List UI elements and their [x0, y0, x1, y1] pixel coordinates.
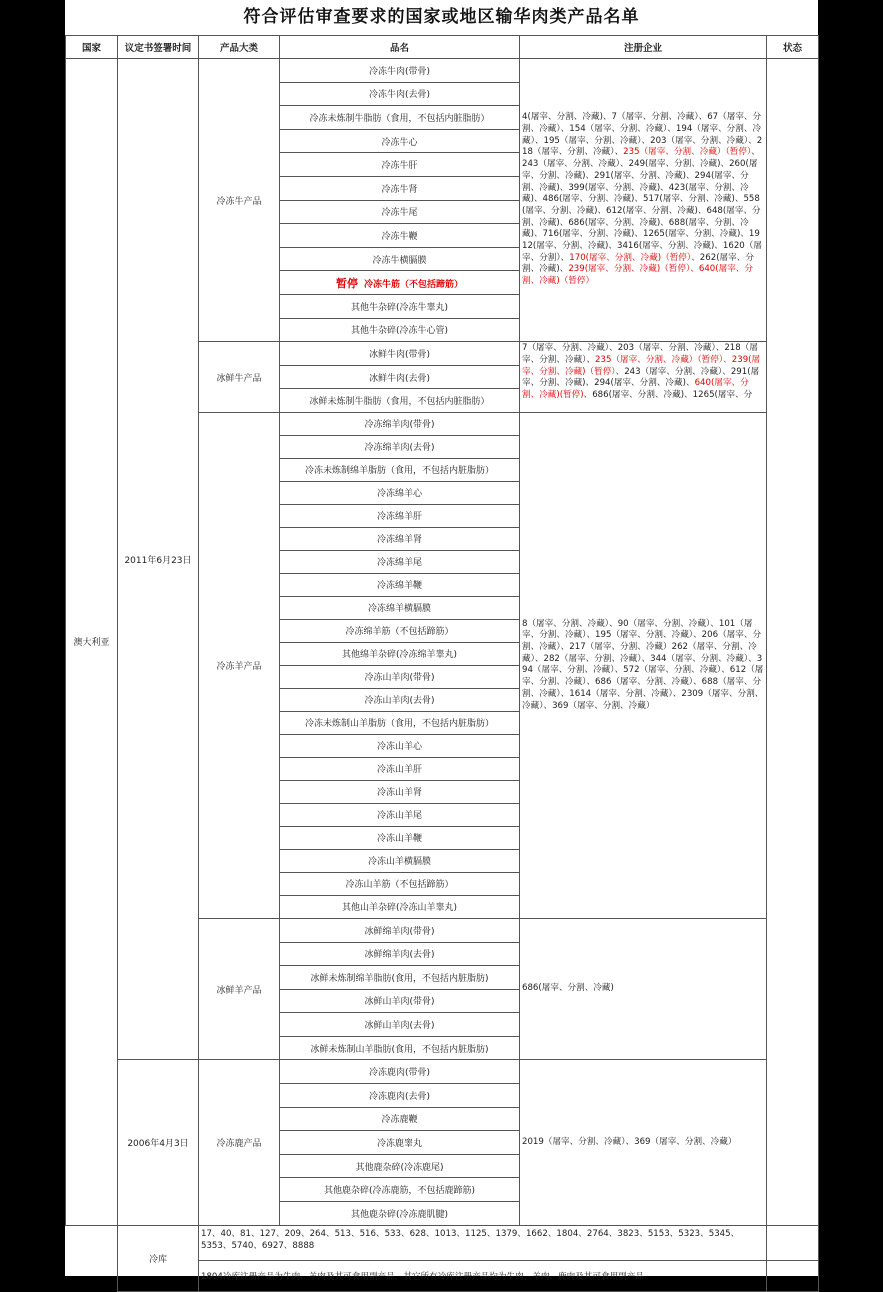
country-cell: 澳大利亚: [66, 59, 118, 1226]
product-name-cell: 其他绵羊杂碎(冷冻绵羊睾丸): [280, 642, 520, 665]
table-row: [66, 59, 819, 83]
product-name-cell: 冷冻绵羊鞭: [280, 573, 520, 596]
product-name-cell: 冷冻未炼制山羊脂肪（食用，不包括内脏脂肪）: [280, 711, 520, 734]
product-name-cell: 其他牛杂碎(冷冻牛心管): [280, 318, 520, 342]
table-body: [66, 59, 819, 1292]
product-name-cell: 冷冻牛肝: [280, 153, 520, 177]
product-name-cell: 冷冻鹿睾丸: [280, 1131, 520, 1155]
document-page: [65, 0, 818, 1282]
product-list-table: [65, 35, 819, 1292]
product-name-cell: 冷冻牛心: [280, 129, 520, 153]
date-cell: 2011年6月23日: [118, 59, 199, 1060]
product-name-cell: 其他鹿杂碎(冷冻鹿筋，不包括鹿蹄筋): [280, 1178, 520, 1202]
product-name-cell: 冷冻山羊肝: [280, 757, 520, 780]
suspended-tag: 暂停: [335, 276, 358, 290]
product-name-cell: 冷冻未炼制牛脂肪（食用，不包括内脏脂肪）: [280, 106, 520, 130]
header-country: 国家: [66, 36, 118, 59]
product-name-cell: 冷冻牛鞭: [280, 224, 520, 248]
enterprise-cell: 686(屠宰、分割、冷藏): [520, 918, 767, 1060]
enterprise-cell: [520, 59, 767, 342]
product-name-cell: 冰鲜绵羊肉(带骨): [280, 918, 520, 942]
enterprise-text: 4(屠宰、分割、冷藏)、7（屠宰、分割、冷藏）、67（屠宰、分割、冷藏）、154（屠宰、分割、冷藏）、194（屠宰、分割、冷藏）、195（屠宰、分割、冷藏）、203（屠宰、分割、冷藏）、218（屠宰、分割、冷藏）、: [522, 112, 763, 158]
header-status: 状态: [767, 36, 819, 59]
enterprise-text-suspended: 235（屠宰、分割、冷藏）（暂停）、239(屠宰、分割、冷藏)（暂停）: [522, 354, 761, 377]
category-cell: 冷冻羊产品: [199, 412, 280, 918]
date-cell: 2006年4月3日: [118, 1060, 199, 1225]
product-name-cell: 冷冻山羊肉(带骨): [280, 665, 520, 688]
header-enterprises: 注册企业: [520, 36, 767, 59]
enterprise-text-suspended: 170(屠宰、分割、冷藏)（暂停）: [569, 252, 692, 263]
enterprise-text: 7（屠宰、分割、冷藏）、203（屠宰、分割、冷藏）、218（屠宰、分割、冷藏）、: [522, 343, 758, 365]
product-name-cell: 冷冻绵羊肝: [280, 504, 520, 527]
category-cell: 冰鲜羊产品: [199, 918, 280, 1060]
category-cell: 冷冻鹿产品: [199, 1060, 280, 1225]
product-name-cell: 冷冻绵羊横膈膜: [280, 596, 520, 619]
product-name-cell: 冷冻牛尾: [280, 200, 520, 224]
table-row: [66, 1225, 819, 1260]
cold-storage-status-cell: [767, 1225, 819, 1260]
product-name-cell: 冷冻鹿鞭: [280, 1107, 520, 1131]
cold-storage-label: 冷库: [118, 1225, 199, 1291]
product-name-cell: 冷冻未炼制绵羊脂肪（食用，不包括内脏脂肪）: [280, 458, 520, 481]
header-row: [66, 36, 819, 59]
enterprise-text: 、262(屠宰、分割、冷藏)、: [522, 252, 754, 275]
product-name-cell: 冷冻绵羊筋（不包括蹄筋）: [280, 619, 520, 642]
product-name-cell: 其他山羊杂碎(冷冻山羊睾丸): [280, 895, 520, 918]
product-name-cell: 冷冻山羊横膈膜: [280, 849, 520, 872]
enterprise-text: 、243（屠宰、分割、冷藏）、249(屠宰、分割、冷藏)、260(屠宰、分割、冷藏)、291(屠宰、分割、冷藏)、294(屠宰、分割、冷藏)、399(屠宰、分割、冷藏)、423(屠宰、分割、冷藏)、486(屠宰、分割、冷藏)、517(屠宰、分割、冷藏)、558(屠宰、分割、冷藏)、612(屠宰、分割、冷藏)、648(屠宰、分割、冷藏)、686(屠宰、分割、冷藏)、688(屠宰、分割、冷藏)、716(屠宰、分割、冷藏)、1265(屠宰、分割、冷藏)、1912(屠宰、分割、冷藏)、3416(屠宰、分割、冷藏)、1620（屠宰、分割）、: [522, 147, 762, 263]
header-category: 产品大类: [199, 36, 280, 59]
product-name-cell: 冷冻绵羊尾: [280, 550, 520, 573]
enterprise-cell: 2019（屠宰、分割、冷藏）、369（屠宰、分割、冷藏）: [520, 1060, 767, 1225]
page-title: 符合评估审查要求的国家或地区输华肉类产品名单: [243, 7, 640, 27]
product-name-cell: 冰鲜牛肉(去骨): [280, 365, 520, 389]
product-name-cell: 冷冻牛肉(去骨): [280, 82, 520, 106]
product-name-cell: 冰鲜未炼制山羊脂肪(食用，不包括内脏脂肪): [280, 1036, 520, 1060]
enterprise-text-suspended: 239(屠宰、分割、冷藏)（暂停）、640(屠宰、分割、冷藏)（暂停）: [522, 264, 753, 287]
product-name-cell: 冰鲜绵羊肉(去骨): [280, 942, 520, 966]
status-cell: [767, 59, 819, 1226]
product-name-cell: 其他鹿杂碎(冷冻鹿肌腱): [280, 1202, 520, 1226]
product-name-cell: 冷冻鹿肉(去骨): [280, 1084, 520, 1108]
product-name-cell: 冰鲜牛肉(带骨): [280, 342, 520, 366]
category-cell: 冷冻牛产品: [199, 59, 280, 342]
product-name-cell: 其他鹿杂碎(冷冻鹿尾): [280, 1154, 520, 1178]
product-name-cell: 冷冻山羊鞭: [280, 826, 520, 849]
product-name-cell: 冷冻山羊肉(去骨): [280, 688, 520, 711]
enterprise-text: 、243（屠宰、分割、冷藏）、291(屠宰、分割、冷藏)、294(屠宰、分割、冷藏)、: [522, 366, 760, 389]
product-name-cell: 冷冻牛肉(带骨): [280, 59, 520, 83]
header-date: 议定书签署时间: [118, 36, 199, 59]
enterprise-text-suspended: 640(屠宰、分割、冷藏)(暂停): [522, 378, 749, 400]
product-name-cell: 其他牛杂碎(冷冻牛睾丸): [280, 294, 520, 318]
product-name-cell: 冷冻鹿肉(带骨): [280, 1060, 520, 1084]
cold-storage-list: 17、40、81、127、209、264、513、516、533、628、1013、1125、1379、1662、1804、2764、3823、5153、5323、5345、5353、5740、6927、8888: [199, 1225, 767, 1260]
table-row: [66, 1060, 819, 1084]
category-cell: 冰鲜牛产品: [199, 342, 280, 413]
product-name-cell: 冷冻山羊尾: [280, 803, 520, 826]
product-name-cell: 冷冻绵羊肉(带骨): [280, 412, 520, 435]
product-name-cell: 冷冻绵羊心: [280, 481, 520, 504]
product-name-cell: 冷冻绵羊肉(去骨): [280, 435, 520, 458]
product-name-cell: 冷冻绵羊肾: [280, 527, 520, 550]
product-name-cell: 冰鲜未炼制绵羊脂肪(食用，不包括内脏脂肪): [280, 966, 520, 990]
enterprise-cell: 8（屠宰、分割、冷藏）、90（屠宰、分割、冷藏）、101（屠宰、分割、冷藏）、195（屠宰、分割、冷藏）、206（屠宰、分割、冷藏）、217（屠宰、分割、冷藏）262（屠宰、分割、冷藏）、282（屠宰、分割、冷藏）、344（屠宰、分割、冷藏）、394（屠宰、分割、冷藏）、572（屠宰、分割、冷藏）、612（屠宰、分割、冷藏）、686（屠宰、分割、冷藏）、688（屠宰、分割、冷藏）、1614（屠宰、分割、冷藏）、2309（屠宰、分割、冷藏）、369（屠宰、分割、冷藏）: [520, 412, 767, 918]
product-name-cell: 冷冻山羊筋（不包括蹄筋）: [280, 872, 520, 895]
product-name-cell: 冰鲜山羊肉(去骨): [280, 1013, 520, 1037]
enterprise-text-suspended: 235（屠宰、分割、冷藏）（暂停）: [623, 147, 752, 158]
enterprise-text: 、686(屠宰、分割、冷藏)、1265(屠宰、分: [583, 389, 753, 400]
cold-storage-note: 1804冷库注册产品为牛肉、羊肉及其可食用副产品，其它所有冷库注册产品均为牛肉、羊肉、鹿肉及其可食用副产品: [199, 1260, 767, 1291]
header-product: 品名: [280, 36, 520, 59]
cold-storage-blank-cell: [66, 1225, 118, 1291]
product-name-cell: 冰鲜山羊肉(带骨): [280, 989, 520, 1013]
product-name-cell: 冷冻牛肾: [280, 176, 520, 200]
product-name-cell-suspended: [280, 271, 520, 295]
product-name-cell: 冰鲜未炼制牛脂肪（食用，不包括内脏脂肪）: [280, 389, 520, 413]
product-name-cell: 冷冻山羊肾: [280, 780, 520, 803]
enterprise-cell: [520, 342, 767, 413]
product-name-cell: 冷冻山羊心: [280, 734, 520, 757]
suspended-product-name: 冷冻牛筋（不包括蹄筋）: [363, 279, 463, 290]
product-name-cell: 冷冻牛横膈膜: [280, 247, 520, 271]
